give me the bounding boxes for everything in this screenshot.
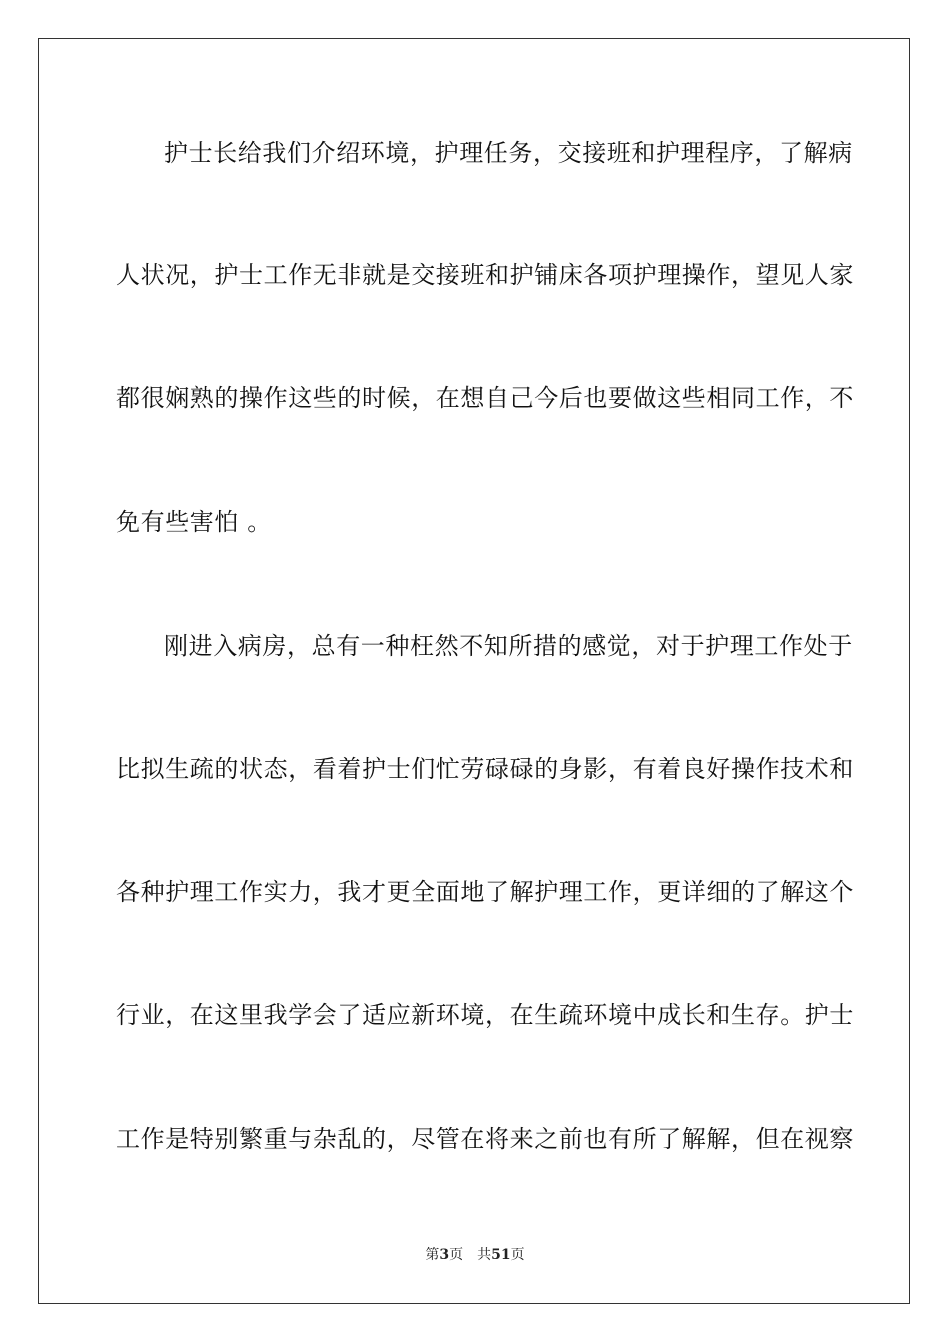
paragraph-1-line-3: 都很娴熟的操作这些的时候，在想自己今后也要做这些相同工作，不: [116, 384, 854, 412]
footer-total-pages: 51: [491, 1247, 511, 1263]
footer-page-number: 3: [439, 1247, 450, 1263]
page-border: [38, 38, 910, 1304]
footer-total-suffix: 页: [510, 1247, 525, 1263]
paragraph-2-line-4: 行业，在这里我学会了适应新环境，在生疏环境中成长和生存。护士: [116, 1001, 854, 1029]
paragraph-1-line-1: 护士长给我们介绍环境，护理任务，交接班和护理程序，了解病: [164, 139, 853, 167]
footer-total-prefix: 共: [477, 1247, 492, 1263]
footer-page-prefix: 第: [425, 1247, 440, 1263]
paragraph-2-line-2: 比拟生疏的状态，看着护士们忙劳碌碌的身影，有着良好操作技术和: [116, 755, 854, 783]
paragraph-1-line-4: 免有些害怕 。: [116, 508, 272, 536]
page-footer: [0, 1246, 950, 1264]
paragraph-2-line-5: 工作是特别繁重与杂乱的，尽管在将来之前也有所了解解，但在视察: [116, 1125, 854, 1153]
paragraph-2-line-1: 刚进入病房，总有一种枉然不知所措的感觉，对于护理工作处于: [164, 632, 853, 660]
paragraph-2-line-3: 各种护理工作实力，我才更全面地了解护理工作，更详细的了解这个: [116, 878, 854, 906]
paragraph-1-line-2: 人状况，护士工作无非就是交接班和护铺床各项护理操作，望见人家: [116, 261, 854, 289]
footer-page-suffix: 页: [449, 1247, 464, 1263]
